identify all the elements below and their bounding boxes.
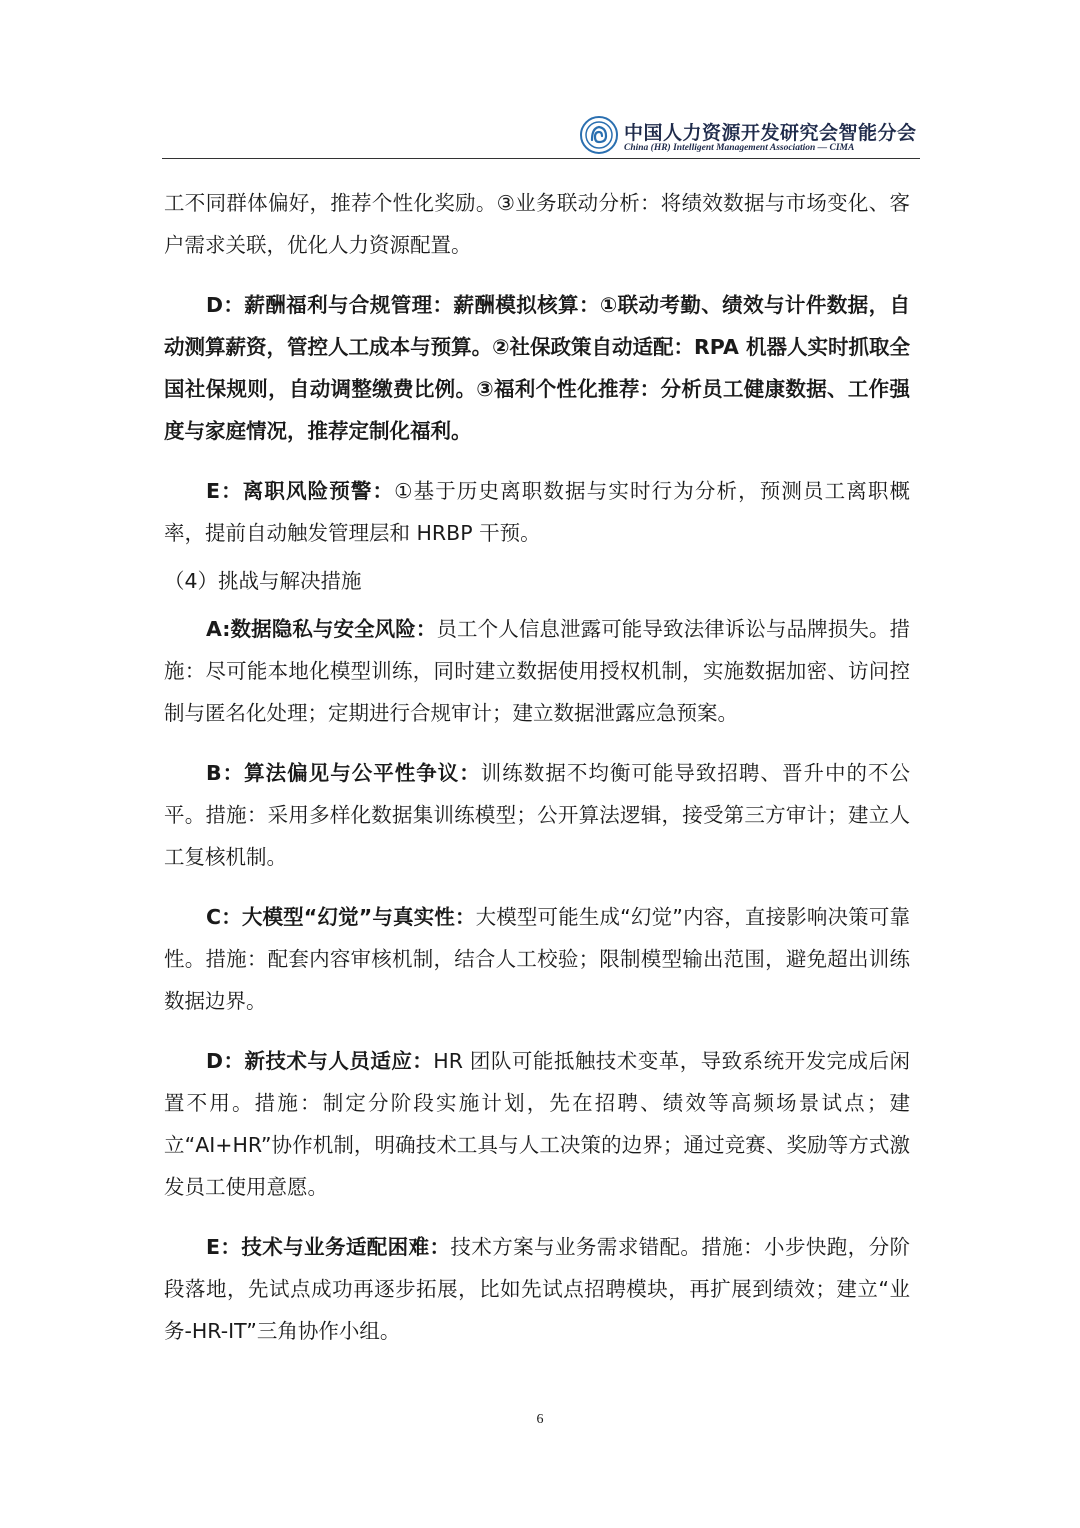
section-heading-text: （4）挑战与解决措施 <box>164 569 362 593</box>
paragraph-text: ①基于历史离职数据与实时行为分析，预测员工离职概率，提前自动触发管理层和 HRBP 干预。 <box>164 479 910 545</box>
paragraph <box>164 284 910 452</box>
page-header <box>162 110 918 158</box>
document-body <box>164 182 910 1352</box>
paragraph-lead: A:数据隐私与安全风险： <box>206 617 437 641</box>
paragraph <box>164 896 910 1022</box>
paragraph <box>164 470 910 554</box>
paragraph-lead: E：离职风险预警： <box>206 479 395 503</box>
paragraph-lead: C：大模型“幻觉”与真实性： <box>206 905 476 929</box>
paragraph-text: HR 团队可能抵触技术变革，导致系统开发完成后闲置不用。措施：制定分阶段实施计划，先在招聘、绩效等高频场景试点；建立“AI+HR”协作机制，明确技术工具与人工决策的边界；通过竞赛、奖励等方式激发员工使用意愿。 <box>164 1049 910 1199</box>
paragraph <box>164 182 910 266</box>
paragraph <box>164 1226 910 1352</box>
paragraph-text: 工不同群体偏好，推荐个性化奖励。③业务联动分析：将绩效数据与市场变化、客户需求关联，优化人力资源配置。 <box>164 191 910 257</box>
header-divider <box>162 158 920 159</box>
paragraph-text: 技术方案与业务需求错配。措施：小步快跑，分阶段落地，先试点成功再逐步拓展，比如先试点招聘模块，再扩展到绩效；建立“业务-HR-IT”三角协作小组。 <box>164 1235 911 1343</box>
org-name-en: China (HR) Intelligent Management Association — CIMA <box>624 143 855 153</box>
paragraph <box>164 608 910 734</box>
paragraph-text: 大模型可能生成“幻觉”内容，直接影响决策可靠性。措施：配套内容审核机制，结合人工校验；限制模型输出范围，避免超出训练数据边界。 <box>164 905 910 1013</box>
paragraph <box>164 1040 910 1208</box>
paragraph-lead: E：技术与业务适配困难： <box>206 1235 451 1259</box>
cima-logo-icon <box>580 116 618 154</box>
paragraph-text: 员工个人信息泄露可能导致法律诉讼与品牌损失。措施：尽可能本地化模型训练，同时建立数据使用授权机制，实施数据加密、访问控制与匿名化处理；定期进行合规审计；建立数据泄露应急预案。 <box>164 617 910 725</box>
paragraph-text: 薪酬模拟核算：①联动考勤、绩效与计件数据，自动测算薪资，管控人工成本与预算。②社保政策自动适配：RPA 机器人实时抓取全国社保规则，自动调整缴费比例。③福利个性化推荐：分析员工健康数据、工作强度与家庭情况，推荐定制化福利。 <box>164 293 910 443</box>
section-heading <box>164 560 910 602</box>
paragraph-lead: D：新技术与人员适应： <box>206 1049 434 1073</box>
paragraph <box>164 752 910 878</box>
paragraph-text: 训练数据不均衡可能导致招聘、晋升中的不公平。措施：采用多样化数据集训练模型；公开算法逻辑，接受第三方审计；建立人工复核机制。 <box>164 761 911 869</box>
org-name-cn: 中国人力资源开发研究会智能分会 <box>624 122 917 144</box>
paragraph-lead: D：薪酬福利与合规管理： <box>206 293 454 317</box>
page-number: 6 <box>536 1412 544 1427</box>
paragraph-lead: B：算法偏见与公平性争议： <box>206 761 481 785</box>
